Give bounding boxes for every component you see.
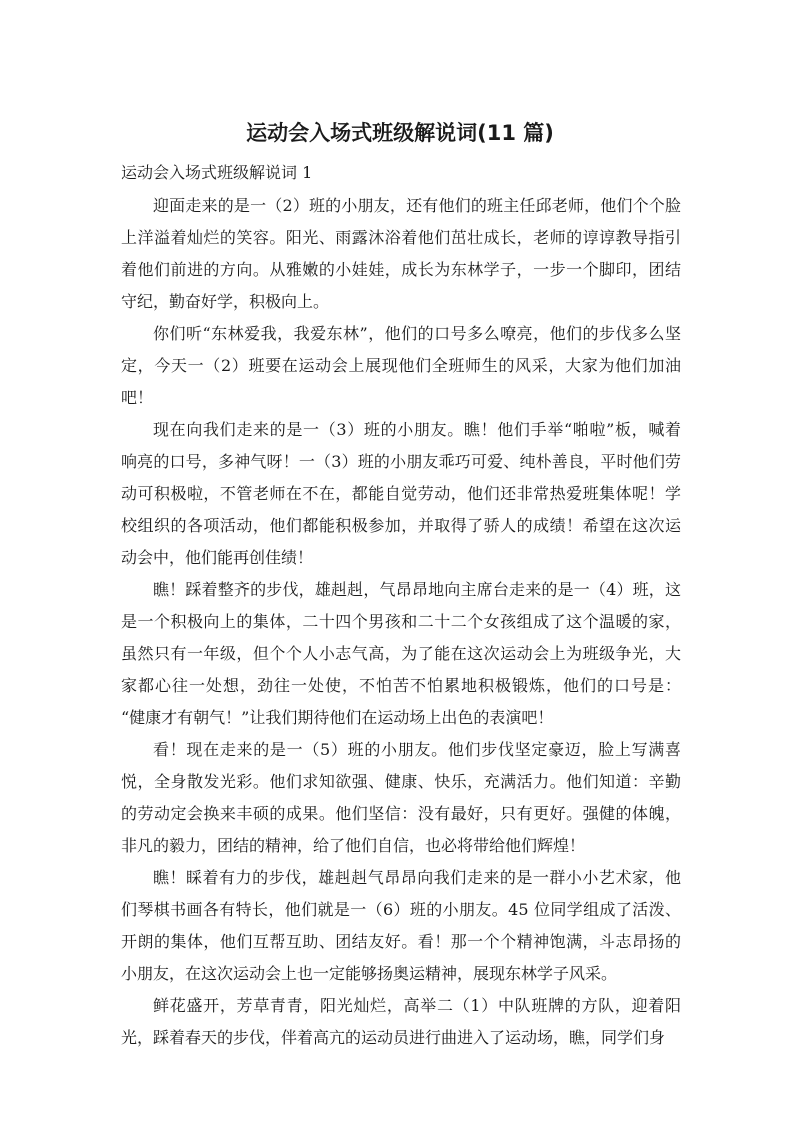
paragraph-line: 校组织的各项活动，他们都能积极参加，并取得了骄人的成绩！希望在这次运: [121, 516, 681, 535]
paragraph: [121, 574, 681, 734]
paragraph-line: 迎面走来的是一（2）班的小朋友，还有他们的班主任邱老师，他们个个脸: [153, 196, 681, 215]
paragraph-line: 是一个积极向上的集体，二十四个男孩和二十二个女孩组成了这个温暖的家，: [121, 612, 681, 631]
paragraph-line: 看！现在走来的是一（5）班的小朋友。他们步伐坚定豪迈，脸上写满喜: [153, 740, 681, 759]
paragraph: [121, 190, 681, 318]
paragraph-line: 们琴棋书画各有特长，他们就是一（6）班的小朋友。45 位同学组成了活泼、: [121, 900, 681, 919]
paragraph-line: 家都心往一处想，劲往一处使，不怕苦不怕累地积极锻炼，他们的口号是：: [121, 676, 681, 695]
paragraph-line: 开朗的集体，他们互帮互助、团结友好。看！那一个个精神饱满，斗志昂扬的: [121, 932, 681, 951]
paragraph-line: 上洋溢着灿烂的笑容。阳光、雨露沐浴着他们茁壮成长，老师的谆谆教导指引: [121, 228, 681, 247]
paragraph-line: 响亮的口号，多神气呀！一（3）班的小朋友乖巧可爱、纯朴善良，平时他们劳: [121, 452, 681, 471]
paragraph-line: 吧！: [121, 388, 154, 407]
section-heading: 运动会入场式班级解说词 1: [121, 163, 313, 182]
paragraph: [121, 734, 681, 862]
paragraph: [121, 990, 681, 1054]
document-body: [121, 190, 681, 1054]
paragraph-line: 动可积极啦，不管老师在不在，都能自觉劳动，他们还非常热爱班集体呢！学: [121, 484, 681, 503]
paragraph-line: 你们听“东林爱我，我爱东林”，他们的口号多么嘹亮，他们的步伐多么坚: [153, 324, 681, 343]
paragraph-line: 着他们前进的方向。从雅嫩的小娃娃，成长为东林学子，一步一个脚印，团结: [121, 260, 681, 279]
paragraph-line: “健康才有朝气！”让我们期待他们在运动场上出色的表演吧！: [121, 708, 554, 727]
document-title: 运动会入场式班级解说词(11 篇): [246, 121, 554, 145]
paragraph-line: 非凡的毅力，团结的精神，给了他们自信，也必将带给他们辉煌！: [121, 836, 586, 855]
paragraph-line: 小朋友，在这次运动会上也一定能够扬奥运精神，展现东林学子风采。: [121, 964, 618, 983]
paragraph-line: 瞧！踩着整齐的步伐，雄赳赳，气昂昂地向主席台走来的是一（4）班，这: [153, 580, 681, 599]
paragraph-line: 定，今天一（2）班要在运动会上展现他们全班师生的风采，大家为他们加油: [121, 356, 681, 375]
paragraph-line: 的劳动定会换来丰硕的成果。他们坚信：没有最好，只有更好。强健的体魄，: [121, 804, 681, 823]
paragraph-line: 虽然只有一年级，但个个人小志气高，为了能在这次运动会上为班级争光，大: [121, 644, 681, 663]
paragraph-line: 现在向我们走来的是一（3）班的小朋友。瞧！他们手举“啪啦”板，喊着: [153, 420, 681, 439]
paragraph-line: 鲜花盛开，芳草青青，阳光灿烂，高举二（1）中队班牌的方队，迎着阳: [153, 996, 681, 1015]
paragraph-line: 悦，全身散发光彩。他们求知欲强、健康、快乐，充满活力。他们知道：辛勤: [121, 772, 681, 791]
paragraph: [121, 414, 681, 574]
paragraph: [121, 318, 681, 414]
paragraph-line: 瞧！睬着有力的步伐，雄赳赳气昂昂向我们走来的是一群小小艺术家，他: [153, 868, 681, 887]
paragraph-line: 动会中，他们能再创佳绩！: [121, 548, 314, 567]
paragraph-line: 守纪，勤奋好学，积极向上。: [121, 292, 330, 311]
paragraph: [121, 862, 681, 990]
paragraph-line: 光，踩着春天的步伐，伴着高亢的运动员进行曲进入了运动场，瞧，同学们身: [121, 1028, 666, 1047]
